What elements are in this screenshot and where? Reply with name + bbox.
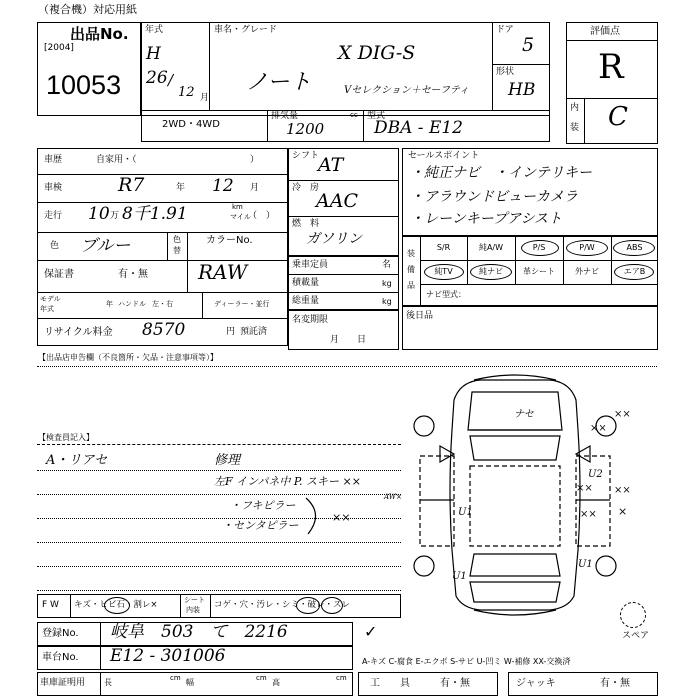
diagram-mark-3: U2	[588, 469, 603, 480]
total-weight-label: 総重量	[292, 296, 320, 306]
model-type-value: DBA - E12	[374, 118, 463, 138]
inspector-header: 【検査員記入】	[38, 433, 94, 442]
evaluation-label: 評価点	[590, 26, 620, 37]
jack-label: ジャッキ	[516, 678, 556, 689]
diagram-mark-8: U1	[452, 571, 467, 582]
capacity-label: 乗車定員	[292, 260, 329, 270]
recycle-unit: 円	[226, 327, 236, 337]
equipment-label-1: 装	[407, 249, 415, 258]
inspection-year-unit: 年	[176, 183, 186, 193]
displacement-value: 1200	[286, 120, 325, 138]
inspector-note-repair: 修理	[214, 453, 241, 468]
recycle-note: 預託済	[240, 327, 268, 337]
car-damage-diagram	[400, 370, 630, 620]
displacement-label: 排気量	[271, 111, 299, 121]
tools-options: 有・無	[440, 678, 470, 689]
inspection-month-unit: 月	[250, 183, 260, 193]
model-year-label: 年式	[145, 25, 164, 35]
diagram-mark-7: U1	[458, 507, 473, 518]
equip-abs: ABS	[626, 243, 643, 252]
inspector-note-2: ・フキピラー	[230, 499, 296, 512]
shift-value: AT	[318, 154, 344, 176]
fw-circle-stain	[296, 597, 320, 614]
cert-length-unit: cm	[170, 674, 181, 682]
navi-model-label: ナビ型式：	[426, 290, 466, 299]
equip-airbag: エアB	[623, 267, 646, 276]
inspector-note-3: ・センタピラー	[222, 519, 299, 532]
equip-circle-navi	[470, 264, 512, 280]
car-grade-sub: Vセレクション＋セーフティ	[344, 85, 470, 96]
fw-seat-1: シート	[184, 596, 205, 604]
load-label: 積載量	[292, 278, 320, 288]
km-unit-bottom: マイル	[230, 213, 251, 221]
equip-circle-ps	[521, 240, 559, 256]
model-year-sep: /	[168, 71, 174, 89]
garage-cert-label: 車庫証明用	[40, 678, 86, 688]
equip-power-windows: P/W	[579, 243, 595, 252]
color-change-1: 色	[173, 235, 181, 244]
fw-label: F W	[42, 600, 59, 610]
mileage-rest: 8千1.91	[122, 204, 188, 224]
diagram-mark-1: ××	[614, 409, 631, 420]
lot-year-code: [2004]	[44, 43, 74, 53]
cert-width-unit: cm	[256, 674, 267, 682]
diagram-mark-top: ナセ	[514, 409, 534, 420]
color-change-2: 替	[173, 246, 181, 255]
equip-circle-pw	[566, 240, 608, 256]
fw-items2: コゲ・穴・汚レ・シミ・破レ・スレ	[214, 600, 351, 610]
body-shape-label: 形状	[496, 67, 515, 77]
model-row-label-1: モデル	[40, 295, 61, 303]
warranty-label: 保証書	[44, 269, 74, 280]
inspection-year: R7	[118, 174, 145, 196]
spare-label: スペア	[622, 631, 650, 641]
drive-label: 2WD・4WD	[162, 119, 220, 130]
equip-sunroof: S/R	[436, 243, 451, 252]
spare-tire-icon	[620, 602, 646, 628]
fuel-label-1: 燃	[292, 219, 302, 229]
equip-power-steering: P/S	[532, 243, 546, 252]
form-title: （複合機）対応用紙	[38, 3, 137, 16]
diagram-mark-2: ××	[590, 423, 607, 434]
inspection-label: 車検	[44, 183, 63, 193]
registration-check: ✓	[364, 622, 378, 641]
equip-circle-airbag	[614, 264, 654, 280]
cert-height-unit: cm	[336, 674, 347, 682]
equip-alloy-wheels: 純A/W	[478, 243, 504, 252]
history-box	[37, 148, 288, 346]
equip-genuine-tv: 純TV	[434, 267, 453, 276]
sales-point-1: ・純正ナビ ・インテリキー	[410, 165, 592, 181]
cert-height-label: 高	[272, 678, 280, 687]
evaluation-score: R	[598, 47, 624, 87]
interior-label-1: 内	[570, 103, 580, 113]
damage-legend: A-キズ C-腐食 E-エクボ S-サビ U-凹ミ W-補修 XX-交換済	[362, 657, 571, 666]
fw-items: キズ・ヒビ石・割レ×	[74, 600, 158, 610]
equipment-label-3: 品	[407, 281, 415, 290]
color-no-value: RAW	[198, 260, 248, 284]
diagram-mark-9: U1	[578, 559, 593, 570]
mileage-label: 走行	[44, 211, 63, 221]
ac-label-2: 房	[310, 183, 320, 193]
doors-label: ドア	[496, 25, 514, 35]
handle-options: 左・右	[152, 300, 173, 308]
sales-points-label: セールスポイント	[408, 151, 480, 161]
jack-options: 有・無	[600, 678, 630, 689]
equip-aftermarket-navi: 外ナビ	[575, 267, 599, 276]
color-label: 色	[50, 241, 60, 251]
body-shape-value: HB	[508, 80, 536, 100]
ac-label-1: 冷	[292, 183, 302, 193]
name-change-label: 名変期限	[292, 315, 329, 325]
inspection-month: 12	[212, 176, 234, 196]
diagram-mark-5: ××	[614, 485, 631, 496]
fw-circle-chip	[104, 597, 130, 614]
name-change-unit: 月 日	[330, 335, 367, 345]
diagram-mark-10: ×	[618, 505, 628, 518]
sales-point-2: ・アラウンドビューカメラ	[410, 189, 578, 205]
handle-label: ハンドル	[118, 300, 146, 308]
model-year-month-suffix: 月	[200, 93, 210, 103]
cert-length-label: 長	[104, 678, 112, 687]
model-row-year: 年	[106, 300, 113, 308]
history-close: ）	[250, 155, 260, 165]
chassis-value: E12 - 301006	[110, 646, 226, 666]
doors-value: 5	[522, 34, 535, 56]
seller-notes-header: 【出品店申告欄（不良箇所・欠品・注意事項等）】	[38, 353, 218, 362]
model-year-era: H	[146, 44, 161, 64]
color-value: ブルー	[80, 236, 131, 256]
lot-number: 10053	[46, 70, 122, 100]
capacity-unit: 名	[382, 260, 392, 270]
car-grade: X DIG-S	[338, 42, 416, 64]
load-unit: kg	[382, 279, 392, 288]
registration-label: 登録No.	[42, 628, 79, 639]
model-type-label: 型式	[367, 111, 386, 121]
model-row-label-2: 年式	[40, 305, 54, 313]
equipment-label-2: 備	[407, 265, 415, 274]
history-label: 車歴	[44, 155, 63, 165]
diagram-mark-6: ××	[580, 509, 597, 520]
model-year-month: 12	[178, 85, 195, 100]
fw-seat-2: 内装	[186, 606, 200, 614]
fuel-label-2: 料	[310, 219, 320, 229]
displacement-unit: cc	[350, 111, 358, 119]
inspector-note-4: ××	[332, 511, 351, 524]
color-no-label: カラーNo.	[206, 235, 253, 246]
total-weight-unit: kg	[382, 297, 392, 306]
diagram-mark-4: ××	[576, 483, 593, 494]
tools-label: 工 具	[370, 678, 410, 689]
shift-label: シフト	[292, 151, 320, 161]
ac-value: AAC	[316, 190, 358, 212]
fuel-value: ガソリン	[306, 231, 362, 247]
lot-number-label: 出品No.	[70, 25, 129, 43]
equip-leather-seat: 革シート	[523, 267, 555, 276]
model-year-year: 26	[146, 68, 168, 88]
recycle-label: リサイクル料金	[44, 327, 113, 338]
registration-value: 岐阜 503 て 2216	[110, 622, 288, 642]
later-date-box	[402, 306, 658, 350]
warranty-options: 有・無	[118, 269, 148, 280]
fw-circle-spot	[321, 597, 343, 614]
cert-width-label: 幅	[186, 678, 194, 687]
car-name: ノート	[246, 70, 312, 95]
history-options: 自家用・（	[96, 155, 137, 165]
diagram-aw-note: AW×	[384, 493, 402, 501]
recycle-value: 8570	[142, 320, 186, 340]
mileage-man-unit: 万	[110, 211, 120, 221]
km-paren: （ ）	[248, 211, 276, 221]
inspector-left-note: A・リアセ	[46, 453, 108, 468]
km-unit-top: km	[232, 203, 243, 211]
chassis-label: 車台No.	[42, 652, 79, 663]
interior-label-2: 装	[570, 123, 580, 133]
dealer-label: ディーラー・並行	[214, 300, 270, 308]
sales-point-3: ・レーンキープアシスト	[410, 211, 563, 227]
equip-circle-abs	[613, 240, 655, 256]
mileage-man: 10	[88, 204, 110, 224]
interior-score: C	[608, 102, 628, 132]
later-date-label: 後日品	[406, 311, 434, 321]
inspector-bracket	[300, 496, 330, 536]
equip-circle-tv	[424, 264, 464, 280]
equip-genuine-navi: 純ナビ	[479, 267, 503, 276]
inspector-note-1: 左F インパネ中 P. スキー ××	[214, 475, 361, 488]
car-name-label: 車名・グレード	[214, 25, 278, 35]
